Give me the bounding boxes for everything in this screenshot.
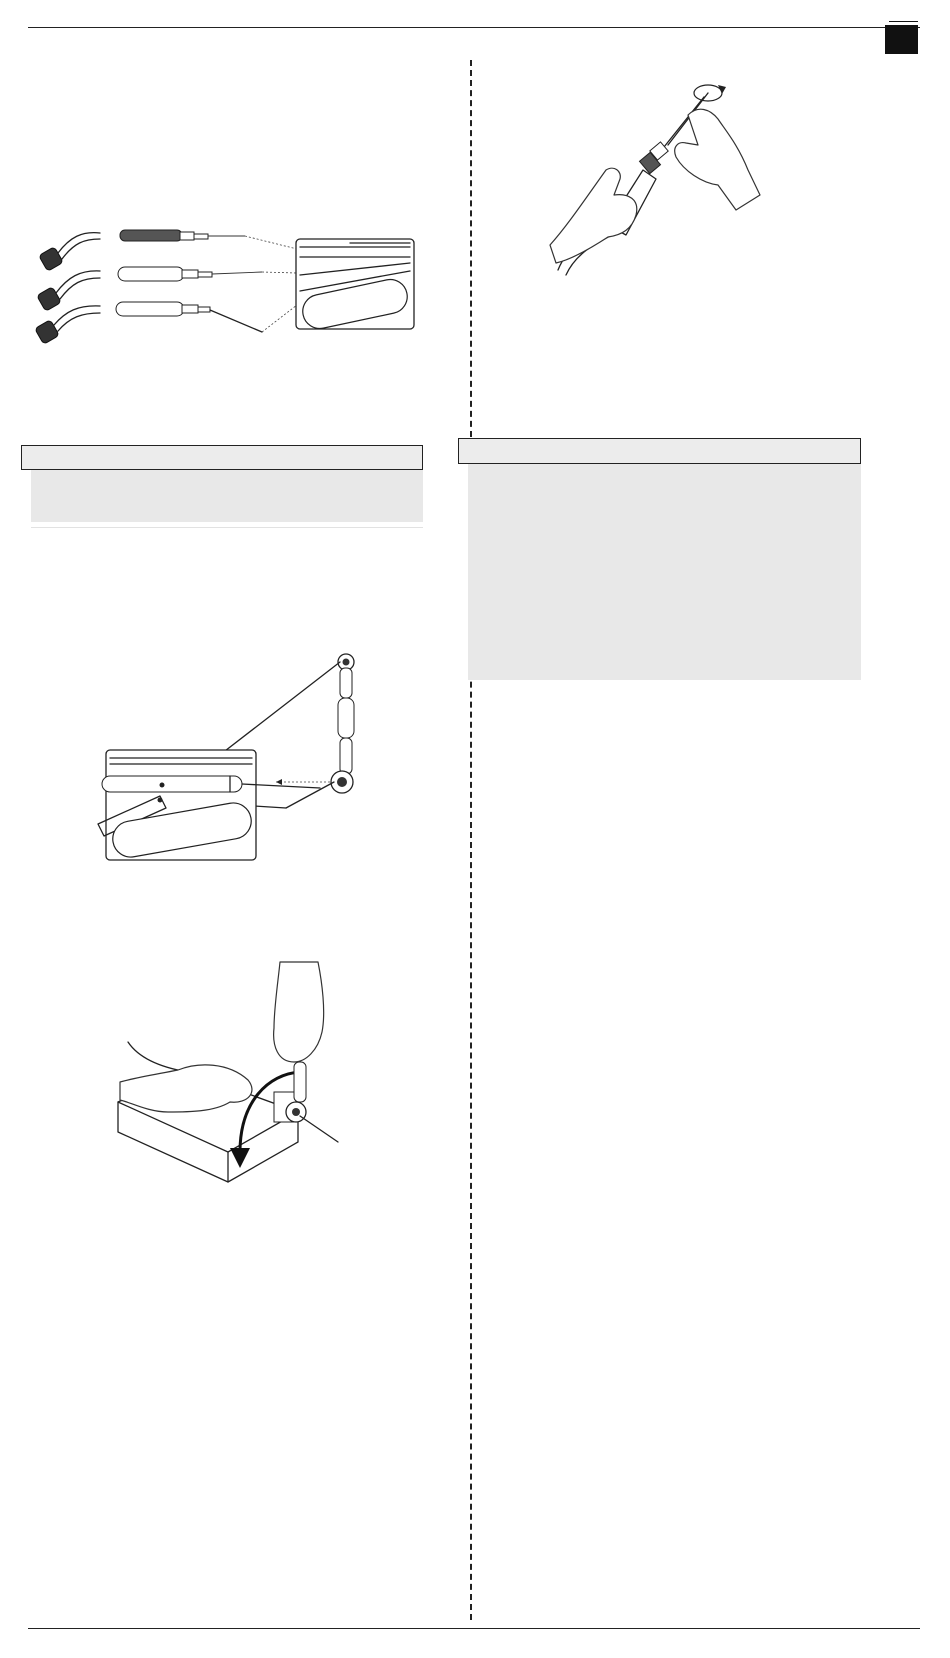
left-notice-body — [31, 470, 423, 522]
top-rule — [28, 27, 920, 28]
handpieces-tray-figure — [30, 215, 450, 365]
bottom-rule — [28, 1628, 920, 1629]
handpiece-1 — [39, 230, 245, 271]
handpiece-3 — [35, 302, 262, 344]
right-hand — [675, 109, 760, 210]
tip-tightening-figure — [548, 75, 778, 285]
right-hand — [274, 962, 324, 1062]
left-hand — [550, 168, 637, 263]
tray-tightening-figure — [118, 962, 358, 1192]
cable — [128, 1042, 188, 1072]
language-tab-line — [889, 21, 918, 22]
rotation-arrow-icon — [694, 85, 726, 101]
wrench-icon — [331, 654, 354, 793]
left-hand — [120, 1065, 252, 1112]
wrench-insertion-figure — [90, 648, 380, 868]
column-divider — [470, 60, 472, 1620]
tray-with-handpiece — [98, 750, 320, 860]
right-notice-header — [458, 438, 861, 464]
right-notice-body — [468, 464, 861, 680]
left-notice-rule — [31, 527, 423, 528]
language-tab — [885, 25, 918, 54]
left-notice-header — [21, 445, 423, 470]
tray-inset — [296, 239, 414, 332]
